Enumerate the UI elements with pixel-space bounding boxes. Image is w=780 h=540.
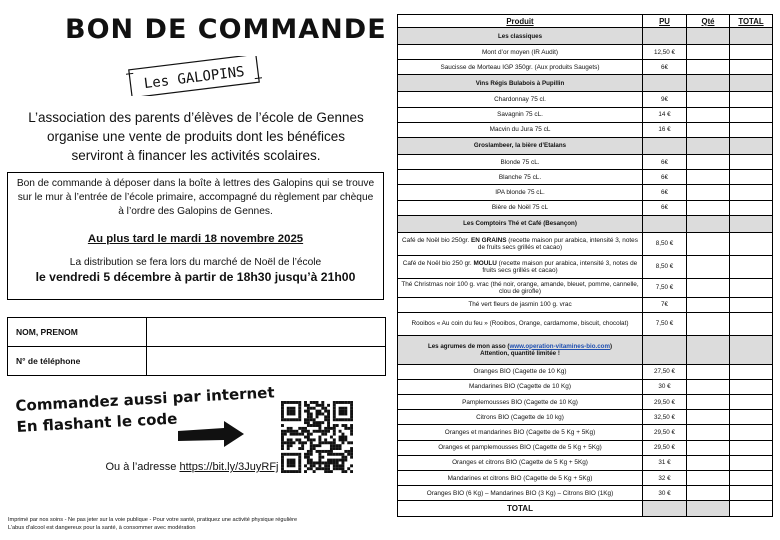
section-total-cell — [730, 28, 773, 45]
header-qty: Qté — [687, 15, 730, 28]
product-name: Oranges et mandarines BIO (Cagette de 5 Kg + 5Kg) — [398, 425, 643, 440]
product-name: Blanche 75 cL. — [398, 170, 643, 185]
section-row — [398, 75, 773, 92]
product-price: 7€ — [643, 297, 687, 312]
product-name: Oranges BIO (Cagette de 10 Kg) — [398, 364, 643, 379]
line-total-field[interactable] — [730, 60, 773, 75]
section-row — [398, 137, 773, 154]
line-total-field[interactable] — [730, 45, 773, 60]
section-total-cell — [730, 137, 773, 154]
product-price: 32,50 € — [643, 410, 687, 425]
product-price: 6€ — [643, 200, 687, 215]
product-name-emphasis: MOULU — [473, 259, 497, 267]
product-name-part: (recette maison pur arabica, intensité 3, notes de fruits secs grillés et cacao) — [477, 236, 638, 251]
product-name: IPA blonde 75 cL. — [398, 185, 643, 200]
arrow-right-icon — [178, 420, 246, 450]
quantity-field[interactable] — [687, 122, 730, 137]
line-total-field[interactable] — [730, 185, 773, 200]
line-total-field[interactable] — [730, 107, 773, 122]
quantity-field[interactable] — [687, 312, 730, 335]
product-price: 12,50 € — [643, 45, 687, 60]
section-pu-cell — [643, 75, 687, 92]
quantity-field[interactable] — [687, 297, 730, 312]
phone-label: N° de téléphone — [8, 347, 147, 376]
line-total-field[interactable] — [730, 200, 773, 215]
section-title: Vins Régis Bulabois à Pupillin — [398, 75, 643, 92]
line-total-field[interactable] — [730, 425, 773, 440]
line-total-field[interactable] — [730, 122, 773, 137]
quantity-field[interactable] — [687, 364, 730, 379]
order-table — [397, 14, 773, 517]
line-total-field[interactable] — [730, 455, 773, 470]
product-price: 30 € — [643, 486, 687, 501]
product-price: 7,50 € — [643, 278, 687, 297]
quantity-field[interactable] — [687, 486, 730, 501]
product-price: 14 € — [643, 107, 687, 122]
product-row — [398, 185, 773, 200]
product-price: 8,50 € — [643, 255, 687, 278]
product-price: 30 € — [643, 379, 687, 394]
product-name-part: (recette maison pur arabica, intensité 3, notes de fruits secs grillés et cacao) — [482, 259, 638, 274]
section-total-cell — [730, 215, 773, 232]
line-total-field[interactable] — [730, 255, 773, 278]
product-name: Pamplemousses BIO (Cagette de 10 Kg) — [398, 395, 643, 410]
quantity-field[interactable] — [687, 395, 730, 410]
total-pu-cell — [643, 501, 687, 517]
product-row — [398, 232, 773, 255]
section-pu-cell — [643, 28, 687, 45]
customer-table — [7, 317, 386, 376]
product-name: Rooibos « Au coin du feu » (Rooibos, Orange, cardamome, biscuit, chocolat) — [398, 312, 643, 335]
product-price: 32 € — [643, 471, 687, 486]
quantity-field[interactable] — [687, 471, 730, 486]
product-row — [398, 255, 773, 278]
product-price: 6€ — [643, 60, 687, 75]
promo-line-1: Commandez aussi par internet — [15, 383, 275, 415]
product-name: Citrons BIO (Cagette de 10 kg) — [398, 410, 643, 425]
page-title: BON DE COMMANDE — [65, 14, 387, 45]
line-total-field[interactable] — [730, 232, 773, 255]
section-qty-cell — [687, 215, 730, 232]
product-name: Blonde 75 cL. — [398, 154, 643, 169]
product-name: Thé Christmas noir 100 g. vrac (thé noir, orange, amande, bleuet, pomme, cannelle, clou de girofle) — [398, 278, 643, 297]
line-total-field[interactable] — [730, 154, 773, 169]
quantity-field[interactable] — [687, 92, 730, 107]
info-box — [7, 172, 384, 300]
product-row — [398, 154, 773, 169]
line-total-field[interactable] — [730, 297, 773, 312]
section-link[interactable]: www.operation-vitamines-bio.com — [509, 342, 610, 350]
line-total-field[interactable] — [730, 170, 773, 185]
intro-line: serviront à financer les activités scolaires. — [71, 148, 321, 163]
line-total-field[interactable] — [730, 364, 773, 379]
product-name: Saucisse de Morteau IGP 350gr. (Aux produits Saugets) — [398, 60, 643, 75]
phone-field[interactable] — [147, 347, 386, 376]
total-qty-cell — [687, 501, 730, 517]
intro-text — [10, 108, 382, 165]
product-row — [398, 122, 773, 137]
header-total: TOTAL — [730, 15, 773, 28]
product-name: Oranges et citrons BIO (Cagette de 5 Kg + 5Kg) — [398, 455, 643, 470]
distribution-line-1: La distribution se fera lors du marché de Noël de l’école — [69, 257, 322, 268]
product-name: Savagnin 75 cL. — [398, 107, 643, 122]
product-row — [398, 455, 773, 470]
legal-line-1: Imprimé par nos soins - Ne pas jeter sur la voie publique - Pour votre santé, pratiquez une activité physique régulière — [8, 517, 298, 523]
line-total-field[interactable] — [730, 278, 773, 297]
deadline: Au plus tard le mardi 18 novembre 2025 — [87, 233, 304, 245]
product-price: 6€ — [643, 170, 687, 185]
quantity-field[interactable] — [687, 60, 730, 75]
quantity-field[interactable] — [687, 45, 730, 60]
product-row — [398, 297, 773, 312]
intro-line: L’association des parents d’élèves de l’école de Gennes — [28, 110, 364, 125]
line-total-field[interactable] — [730, 395, 773, 410]
line-total-field[interactable] — [730, 440, 773, 455]
product-name: Thé vert fleurs de jasmin 100 g. vrac — [398, 297, 643, 312]
total-row — [398, 501, 773, 517]
product-row — [398, 440, 773, 455]
quantity-field[interactable] — [687, 200, 730, 215]
product-row — [398, 425, 773, 440]
product-name: Bière de Noël 75 cL — [398, 200, 643, 215]
section-title: Les Comptoirs Thé et Café (Besançon) — [398, 215, 643, 232]
section-title — [398, 335, 643, 364]
product-price: 6€ — [643, 185, 687, 200]
product-row — [398, 410, 773, 425]
product-row — [398, 395, 773, 410]
section-pu-cell — [643, 215, 687, 232]
product-row — [398, 107, 773, 122]
product-name: Mandarines BIO (Cagette de 10 Kg) — [398, 379, 643, 394]
product-row — [398, 170, 773, 185]
product-price: 29,50 € — [643, 440, 687, 455]
product-row — [398, 92, 773, 107]
section-pu-cell — [643, 335, 687, 364]
product-price: 31 € — [643, 455, 687, 470]
quantity-field[interactable] — [687, 154, 730, 169]
product-name: Chardonnay 75 cl. — [398, 92, 643, 107]
section-title-text: Les agrumes de mon asso ( — [427, 342, 510, 350]
product-price: 16 € — [643, 122, 687, 137]
product-name-part: Café de Noël bio 250 gr. — [402, 259, 474, 267]
section-note: Attention, quantité limitée ! — [480, 349, 560, 357]
product-price: 29,50 € — [643, 425, 687, 440]
section-qty-cell — [687, 28, 730, 45]
product-price: 7,50 € — [643, 312, 687, 335]
quantity-field[interactable] — [687, 278, 730, 297]
quantity-field[interactable] — [687, 425, 730, 440]
line-total-field[interactable] — [730, 312, 773, 335]
name-field[interactable] — [147, 318, 386, 347]
product-row — [398, 45, 773, 60]
url-prefix: Ou à l’adresse — [105, 461, 180, 473]
product-name: Oranges BIO (6 Kg) – Mandarines BIO (3 Kg) – Citrons BIO (1Kg) — [398, 486, 643, 501]
intro-line: organise une vente de produits dont les bénéfices — [47, 129, 345, 144]
quantity-field[interactable] — [687, 410, 730, 425]
product-price: 27,50 € — [643, 364, 687, 379]
line-total-field[interactable] — [730, 92, 773, 107]
quantity-field[interactable] — [687, 379, 730, 394]
quantity-field[interactable] — [687, 170, 730, 185]
section-row — [398, 335, 773, 364]
product-row — [398, 486, 773, 501]
product-row — [398, 379, 773, 394]
line-total-field[interactable] — [730, 410, 773, 425]
product-row — [398, 278, 773, 297]
order-url-line — [14, 461, 370, 473]
distribution-line-2: le vendredi 5 décembre à partir de 18h30 jusqu’à 21h00 — [35, 270, 356, 284]
product-name: Mont d’or moyen (IR Audit) — [398, 45, 643, 60]
legal-line-2: L’abus d’alcool est dangereux pour la santé, à consommer avec modération — [8, 525, 196, 531]
product-row — [398, 200, 773, 215]
product-row — [398, 60, 773, 75]
section-row — [398, 215, 773, 232]
product-price: 29,50 € — [643, 395, 687, 410]
section-row — [398, 28, 773, 45]
product-name — [398, 232, 643, 255]
name-label: NOM, PRENOM — [8, 318, 147, 347]
product-name — [398, 255, 643, 278]
section-qty-cell — [687, 137, 730, 154]
legal-footer — [8, 516, 297, 532]
order-url-link[interactable]: https://bit.ly/3JuyRFj — [179, 461, 279, 473]
product-name: Macvin du Jura 75 cL — [398, 122, 643, 137]
line-total-field[interactable] — [730, 486, 773, 501]
product-row — [398, 312, 773, 335]
quantity-field[interactable] — [687, 107, 730, 122]
line-total-field[interactable] — [730, 471, 773, 486]
header-pu: PU — [643, 15, 687, 28]
product-price: 6€ — [643, 154, 687, 169]
product-price: 9€ — [643, 92, 687, 107]
product-row — [398, 471, 773, 486]
svg-text:Les GALOPINS: Les GALOPINS — [143, 63, 246, 93]
section-pu-cell — [643, 137, 687, 154]
quantity-field[interactable] — [687, 255, 730, 278]
section-title: Les classiques — [398, 28, 643, 45]
section-total-cell — [730, 75, 773, 92]
quantity-field[interactable] — [687, 185, 730, 200]
product-row — [398, 364, 773, 379]
product-name: Oranges et pamplemousses BIO (Cagette de 5 Kg + 5Kg) — [398, 440, 643, 455]
line-total-field[interactable] — [730, 379, 773, 394]
section-title: Groslambeer, la bière d’Etalans — [398, 137, 643, 154]
promo-line-2: En flashant le code — [16, 409, 178, 436]
quantity-field[interactable] — [687, 232, 730, 255]
total-label: TOTAL — [398, 501, 643, 517]
section-qty-cell — [687, 75, 730, 92]
product-name-part: Café de Noël bio 250gr. — [402, 236, 471, 244]
galopins-logo — [126, 56, 262, 96]
grand-total-field[interactable] — [730, 501, 773, 517]
section-qty-cell — [687, 335, 730, 364]
product-name-emphasis: EN GRAINS — [470, 236, 507, 244]
section-total-cell — [730, 335, 773, 364]
quantity-field[interactable] — [687, 455, 730, 470]
product-name: Mandarines et citrons BIO (Cagette de 5 Kg + 5Kg) — [398, 471, 643, 486]
header-product: Produit — [398, 15, 643, 28]
quantity-field[interactable] — [687, 440, 730, 455]
product-price: 8,50 € — [643, 232, 687, 255]
section-title-text: ) — [609, 342, 613, 350]
drop-instructions: Bon de commande à déposer dans la boîte à lettres des Galopins qui se trouve sur le mur à l’entrée de l’école primaire, accompagné du règlement par chèque à l’ordre des Galopins de Gennes. — [16, 178, 375, 217]
